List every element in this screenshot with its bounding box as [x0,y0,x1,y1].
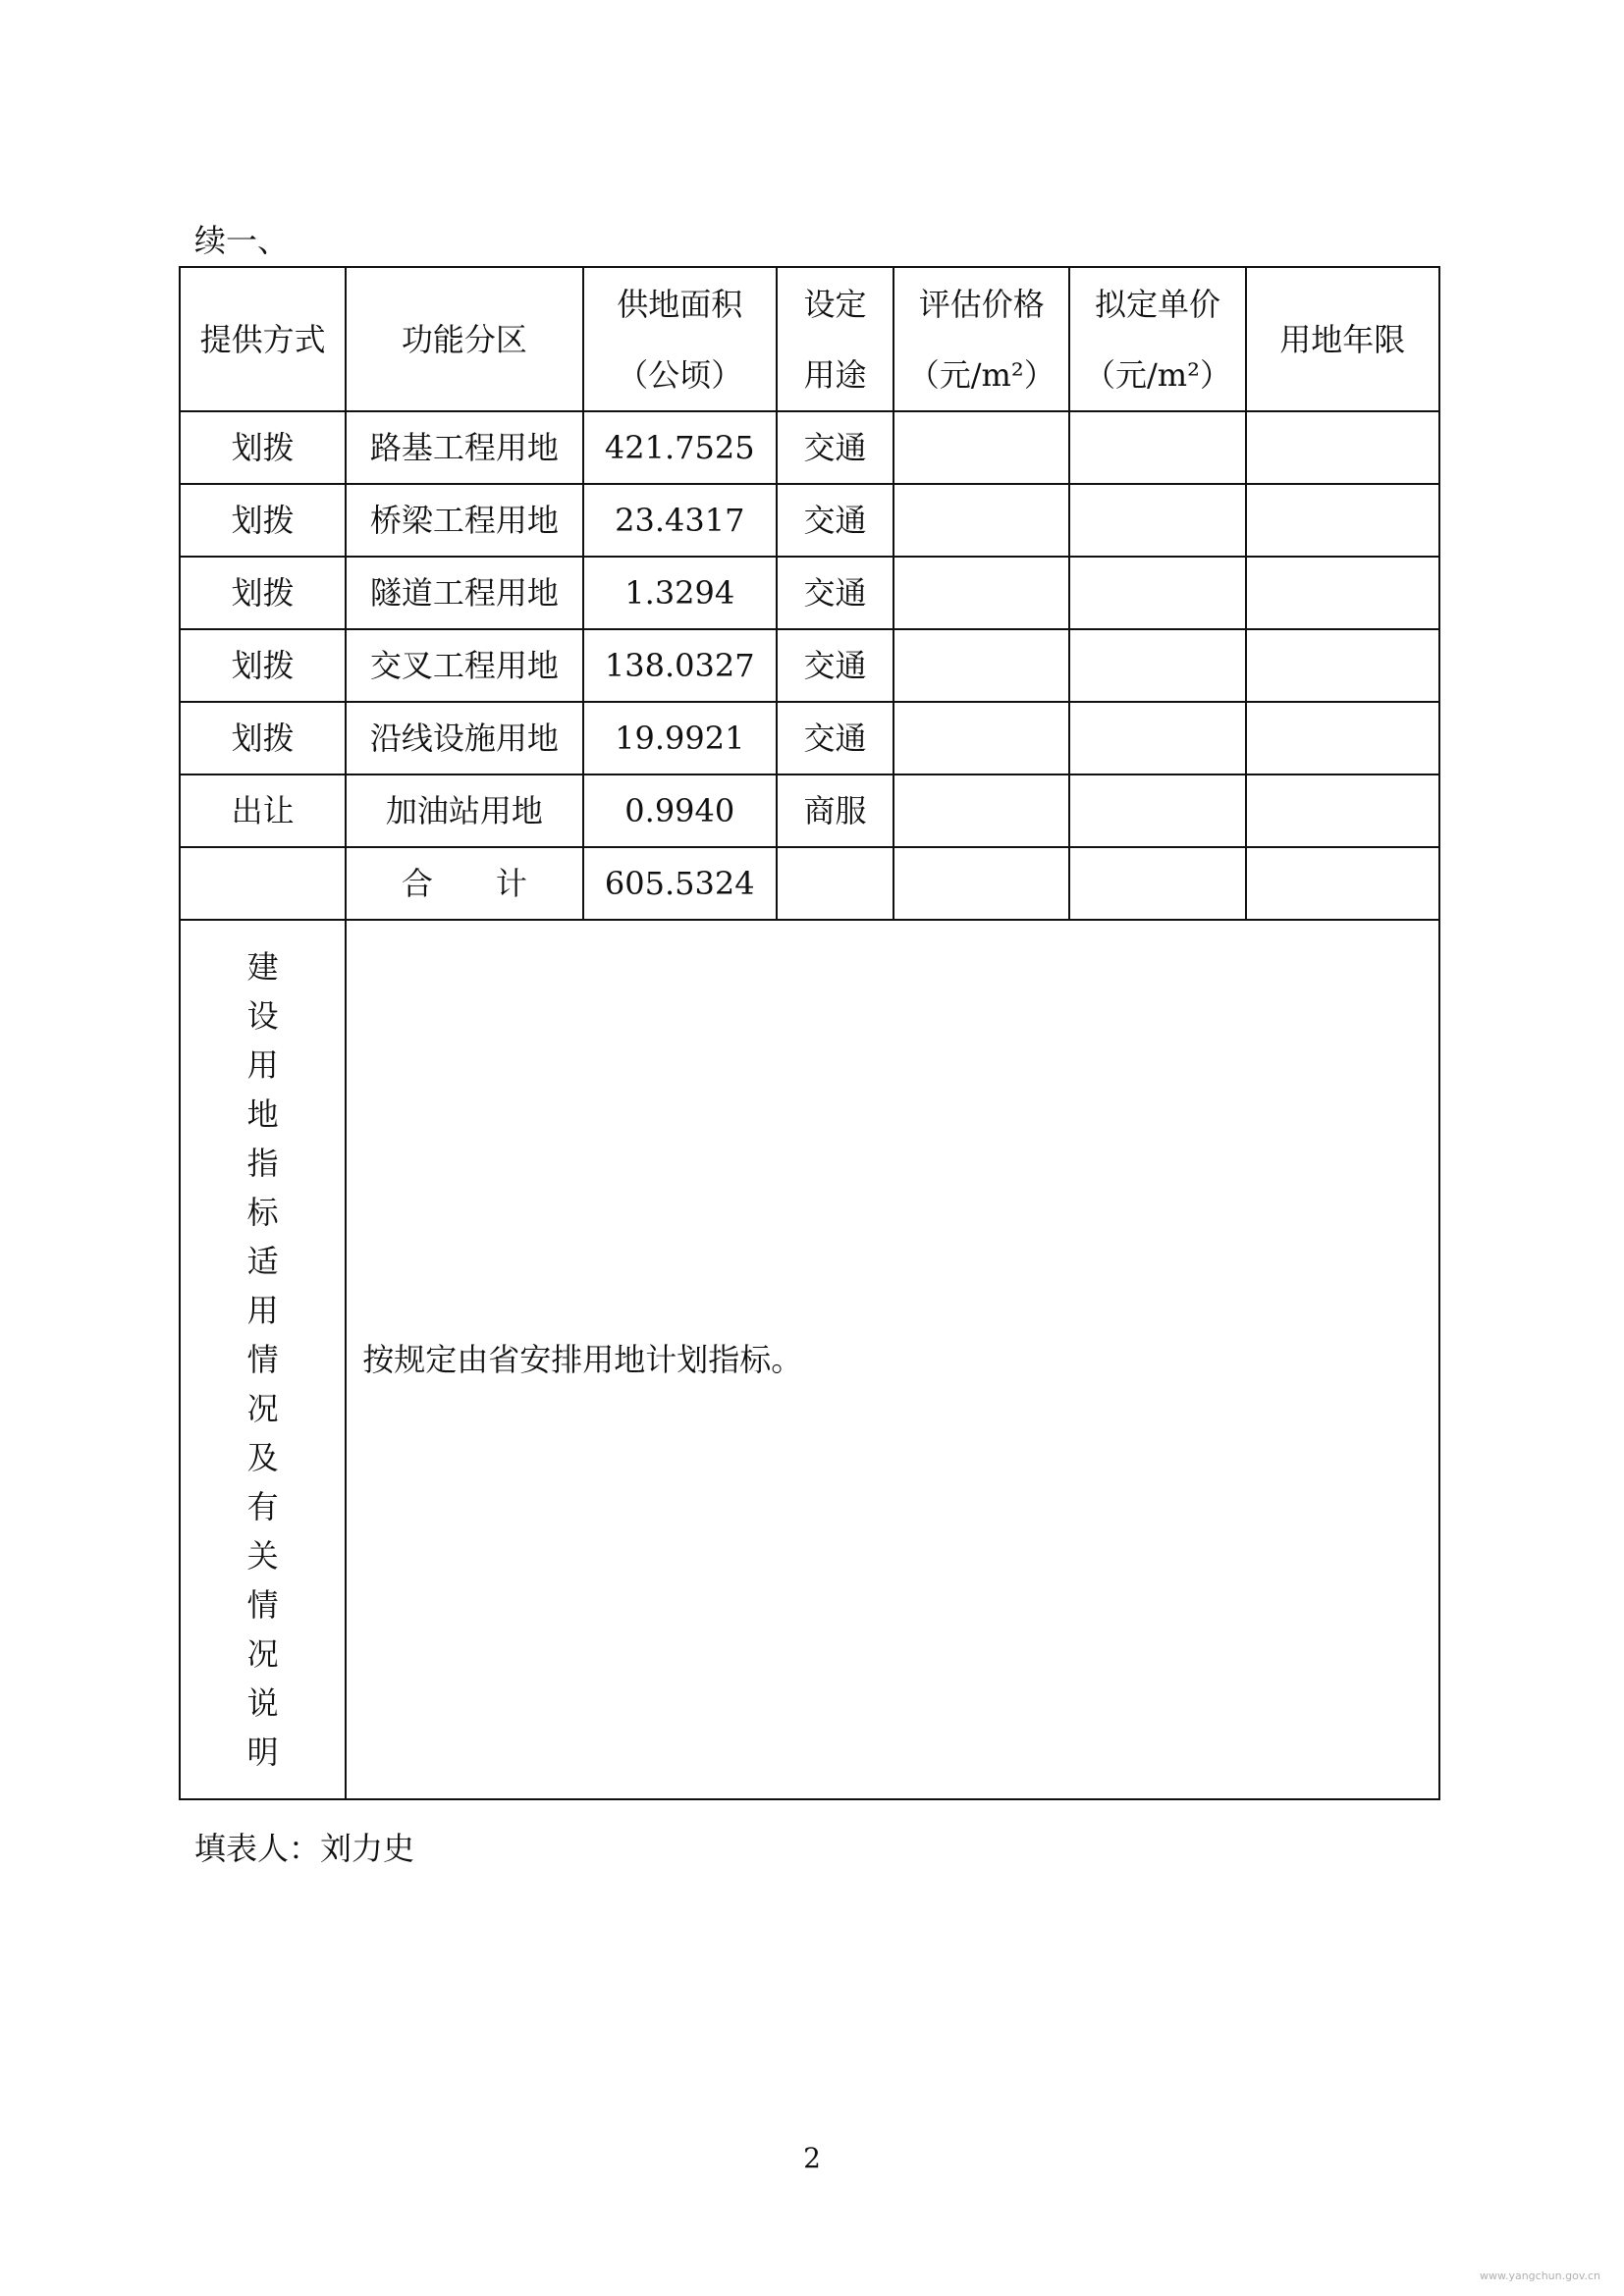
header-area-line1: 供地面积 [617,285,743,323]
cell-years [1246,484,1439,557]
cell-method: 划拨 [180,702,346,774]
cell-zone: 交叉工程用地 [346,629,582,702]
table-row [180,629,1439,702]
cell-years [1246,629,1439,702]
cell-eval [893,774,1069,847]
header-unit-price [1069,267,1245,411]
cell-zone: 加油站用地 [346,774,582,847]
total-years-empty [1246,847,1439,920]
header-eval-line2: （元/m²） [907,355,1056,394]
cell-use: 交通 [777,702,893,774]
cell-unit [1069,774,1245,847]
cell-method: 划拨 [180,629,346,702]
notes-label-char: 设 [246,997,279,1035]
site-watermark: www.yangchun.gov.cn [1479,2269,1600,2282]
notes-label-char: 况 [246,1635,279,1673]
notes-label [180,920,346,1799]
cell-years [1246,557,1439,629]
notes-label-char: 建 [246,948,279,986]
table-row [180,702,1439,774]
notes-label-char: 情 [246,1586,279,1624]
cell-area: 19.9921 [583,702,777,774]
cell-method: 出让 [180,774,346,847]
continuation-title: 续一、 [194,222,290,259]
total-use-empty [777,847,893,920]
cell-zone: 隧道工程用地 [346,557,582,629]
cell-use: 交通 [777,484,893,557]
total-label: 合 计 [346,847,582,920]
cell-use: 交通 [777,629,893,702]
cell-eval [893,484,1069,557]
notes-label-char: 说 [246,1684,279,1722]
cell-eval [893,557,1069,629]
cell-use: 交通 [777,411,893,484]
cell-use: 商服 [777,774,893,847]
header-supply-method: 提供方式 [180,267,346,411]
cell-unit [1069,411,1245,484]
cell-zone: 桥梁工程用地 [346,484,582,557]
cell-zone: 沿线设施用地 [346,702,582,774]
table-row [180,774,1439,847]
cell-area: 421.7525 [583,411,777,484]
cell-eval [893,702,1069,774]
cell-zone: 路基工程用地 [346,411,582,484]
form-filler: 填表人：刘力史 [194,1830,415,1867]
header-use-line1: 设定 [803,285,867,323]
notes-label-char: 地 [246,1095,279,1133]
table-row [180,411,1439,484]
total-eval-empty [893,847,1069,920]
header-use-line2: 用途 [803,355,867,394]
cell-years [1246,702,1439,774]
cell-area: 23.4317 [583,484,777,557]
table-row [180,557,1439,629]
cell-unit [1069,629,1245,702]
land-supply-table [179,266,1440,1800]
total-unit-empty [1069,847,1245,920]
notes-label-char: 关 [246,1537,279,1575]
cell-method: 划拨 [180,411,346,484]
notes-label-char: 有 [246,1488,279,1525]
page-number: 2 [803,2142,821,2174]
total-area: 605.5324 [583,847,777,920]
header-eval-line1: 评估价格 [918,285,1045,323]
header-zone: 功能分区 [346,267,582,411]
cell-area: 1.3294 [583,557,777,629]
cell-unit [1069,702,1245,774]
notes-vertical-label [181,942,345,1777]
cell-years [1246,411,1439,484]
header-area-line2: （公顷） [617,355,743,394]
cell-method: 划拨 [180,557,346,629]
cell-unit [1069,484,1245,557]
table-header-row [180,267,1439,411]
cell-eval [893,411,1069,484]
cell-years [1246,774,1439,847]
header-use [777,267,893,411]
cell-area: 138.0327 [583,629,777,702]
notes-label-char: 指 [246,1145,279,1182]
notes-label-char: 明 [246,1734,279,1771]
cell-unit [1069,557,1245,629]
notes-label-char: 适 [246,1243,279,1280]
cell-use: 交通 [777,557,893,629]
header-unit-line2: （元/m²） [1084,355,1231,394]
header-years: 用地年限 [1246,267,1439,411]
cell-method: 划拨 [180,484,346,557]
notes-text: 按规定由省安排用地计划指标。 [346,920,1439,1799]
notes-label-char: 情 [246,1341,279,1378]
header-area [583,267,777,411]
notes-row [180,920,1439,1799]
total-method-empty [180,847,346,920]
table-row [180,484,1439,557]
notes-label-char: 标 [246,1194,279,1231]
notes-label-char: 用 [246,1292,279,1329]
header-eval-price [893,267,1069,411]
total-row [180,847,1439,920]
notes-label-char: 况 [246,1390,279,1427]
notes-label-char: 及 [246,1439,279,1476]
cell-eval [893,629,1069,702]
header-unit-line1: 拟定单价 [1094,285,1220,323]
cell-area: 0.9940 [583,774,777,847]
notes-label-char: 用 [246,1046,279,1084]
